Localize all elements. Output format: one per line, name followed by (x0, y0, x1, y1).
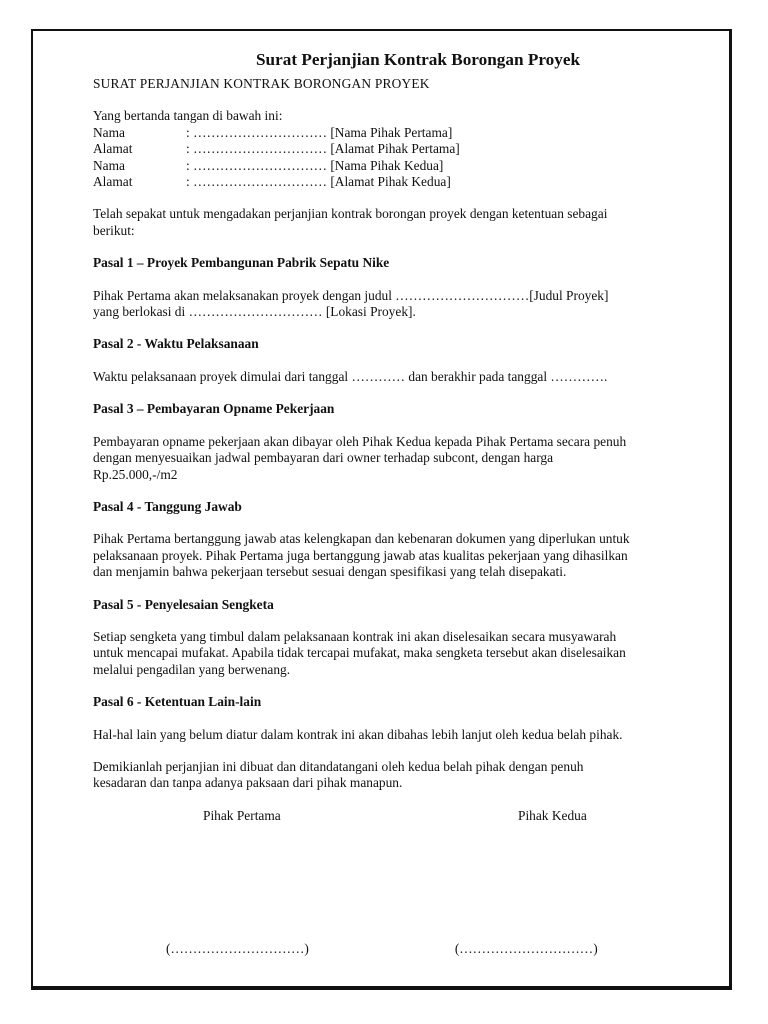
document-body (93, 50, 723, 956)
signature-line-first-party: (…………………………) (166, 941, 309, 956)
section-text: melalui pengadilan yang berwenang. (93, 661, 291, 677)
party-label: Nama (93, 124, 125, 140)
party-label: Alamat (93, 141, 133, 157)
section-text: Pembayaran opname pekerjaan akan dibayar oleh Pihak Kedua kepada Pihak Pertama secara penuh (93, 433, 627, 449)
party-label: Alamat (93, 174, 133, 190)
party-row (93, 158, 723, 174)
section-heading: Pasal 1 – Proyek Pembangunan Pabrik Sepatu Nike (93, 255, 390, 271)
document-title: Surat Perjanjian Kontrak Borongan Proyek (255, 50, 581, 69)
intro-text: Yang bertanda tangan di bawah ini: (93, 108, 283, 124)
closing-text: Demikianlah perjanjian ini dibuat dan ditandatangani oleh kedua belah pihak dengan penuh (93, 758, 584, 774)
section-heading: Pasal 3 – Pembayaran Opname Pekerjaan (93, 401, 335, 417)
agreement-text: berikut: (93, 222, 135, 238)
document-subtitle: SURAT PERJANJIAN KONTRAK BORONGAN PROYEK (93, 76, 430, 91)
section-heading: Pasal 6 - Ketentuan Lain-lain (93, 694, 262, 710)
closing-text: kesadaran dan tanpa adanya paksaan dari pihak manapun. (93, 775, 403, 791)
signature-label-first-party: Pihak Pertama (203, 807, 281, 823)
section-text: dan menjamin bahwa pekerjaan tersebut sesuai dengan spesifikasi yang telah disepakati. (93, 564, 567, 580)
signature-line-second-party: (…………………………) (454, 941, 598, 956)
section-text: untuk mencapai mufakat. Apabila tidak tercapai mufakat, maka sengketa tersebut akan diselesaikan (93, 645, 626, 661)
signature-label-second-party: Pihak Kedua (518, 807, 587, 823)
section-heading: Pasal 2 - Waktu Pelaksanaan (93, 336, 259, 352)
agreement-text: Telah sepakat untuk mengadakan perjanjian kontrak borongan proyek dengan ketentuan sebagai (93, 206, 608, 222)
party-value: : ………………………… [Alamat Pihak Kedua] (186, 174, 451, 190)
section-heading: Pasal 5 - Penyelesaian Sengketa (93, 596, 274, 612)
section-text: yang berlokasi di ………………………… [Lokasi Proyek]. (93, 304, 416, 320)
party-value: : ………………………… [Nama Pihak Pertama] (186, 124, 453, 140)
section-text: dengan menyesuaikan jadwal pembayaran dari owner terhadap subcont, dengan harga (93, 450, 554, 466)
party-label: Nama (93, 157, 125, 173)
section-text: Setiap sengketa yang timbul dalam pelaksanaan kontrak ini akan diselesaikan secara musyawarah (93, 628, 617, 644)
party-row (93, 141, 723, 157)
section-text: pelaksanaan proyek. Pihak Pertama juga bertanggung jawab atas kualitas pekerjaan yang dihasilkan (93, 547, 628, 563)
section-text: Pihak Pertama bertanggung jawab atas kelengkapan dan kebenaran dokumen yang diperlukan untuk (93, 531, 630, 547)
party-row (93, 125, 723, 141)
signature-lines (93, 941, 723, 957)
section-heading: Pasal 4 - Tanggung Jawab (93, 498, 242, 514)
party-row (93, 174, 723, 190)
party-value: : ………………………… [Nama Pihak Kedua] (186, 157, 444, 173)
section-text: Hal-hal lain yang belum diatur dalam kontrak ini akan dibahas lebih lanjut oleh kedua belah pihak. (93, 726, 623, 742)
party-value: : ………………………… [Alamat Pihak Pertama] (186, 141, 460, 157)
section-text: Rp.25.000,-/m2 (93, 466, 178, 482)
signature-labels (93, 808, 723, 824)
section-text: Pihak Pertama akan melaksanakan proyek dengan judul …………………………[Judul Proyek] (93, 287, 609, 303)
section-text: Waktu pelaksanaan proyek dimulai dari tanggal ………… dan berakhir pada tanggal …………. (93, 368, 608, 384)
